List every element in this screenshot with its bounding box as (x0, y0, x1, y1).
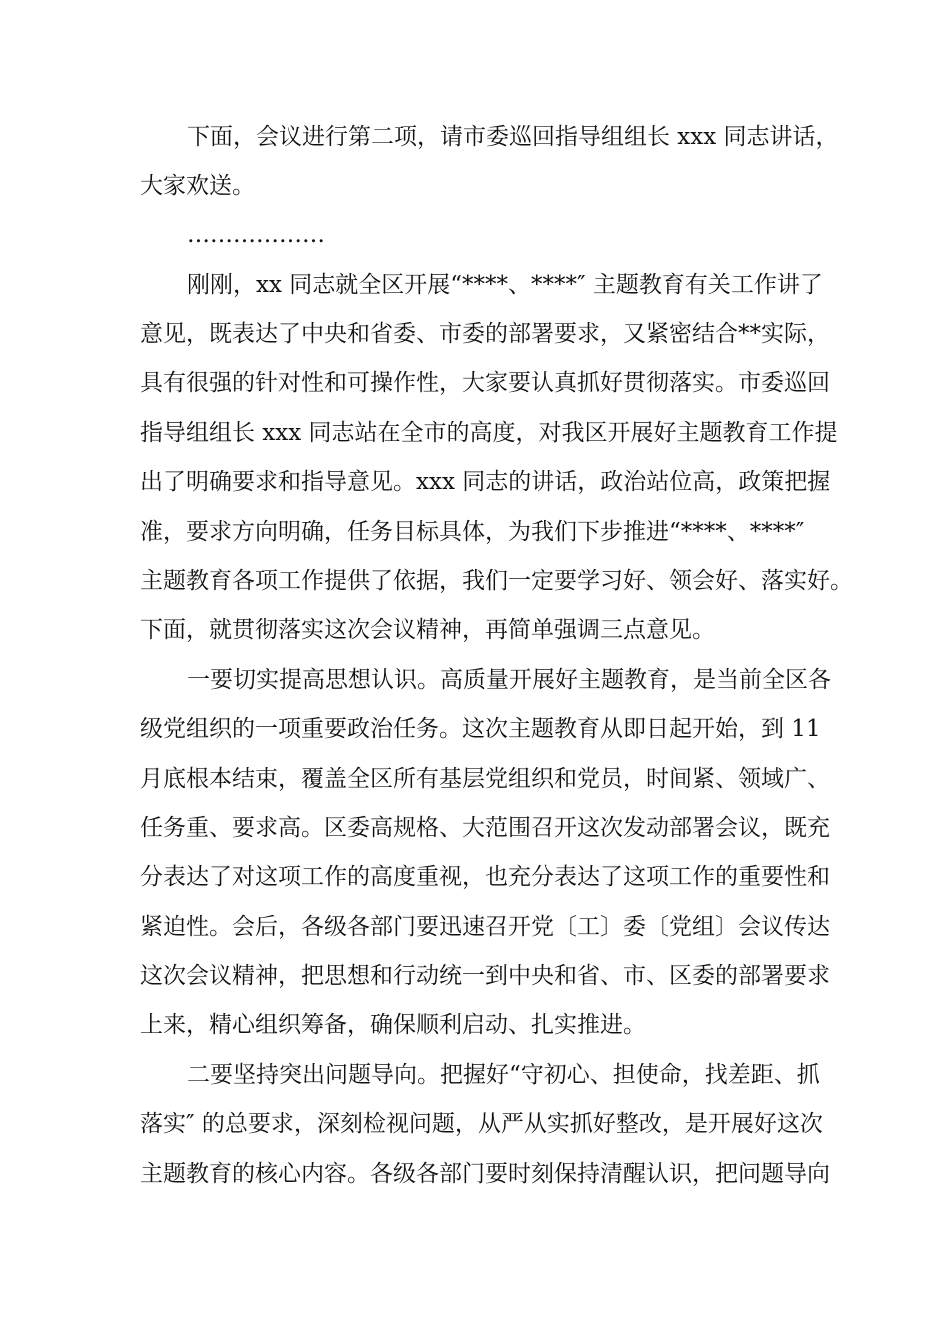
paragraph-line: 分表达了对这项工作的高度重视，也充分表达了这项工作的重要性和 (140, 864, 830, 890)
paragraph-line: 这次会议精神，把思想和行动统一到中央和省、市、区委的部署要求 (140, 963, 830, 989)
paragraph-line: 落实″ 的总要求，深刻检视问题，从严从实抓好整改，是开展好这次 (140, 1111, 823, 1137)
paragraph-line: 月底根本结束，覆盖全区所有基层党组织和党员，时间紧、领域广、 (140, 766, 830, 792)
paragraph-line: 大家欢送。 (140, 173, 255, 199)
paragraph-line: 一要切实提高思想认识。高质量开展好主题教育，是当前全区各 (187, 667, 831, 693)
paragraph-line: 刚刚，xx 同志就全区开展“****、****″ 主题教育有关工作讲了 (187, 272, 823, 298)
paragraph-line: 上来，精心组织筹备，确保顺利启动、扎实推进。 (140, 1012, 646, 1038)
paragraph-line: 主题教育的核心内容。各级各部门要时刻保持清醒认识，把问题导向 (140, 1161, 830, 1187)
paragraph-line: 主题教育各项工作提供了依据，我们一定要学习好、领会好、落实好。 (140, 568, 853, 594)
paragraph-line: 下面，会议进行第二项，请市委巡回指导组组长 xxx 同志讲话， (187, 124, 839, 150)
paragraph-line: 级党组织的一项重要政治任务。这次主题教育从即日起开始，到 11 (140, 716, 821, 742)
paragraph-line: 二要坚持突出问题导向。把握好“守初心、担使命，找差距、抓 (187, 1062, 820, 1088)
paragraph-line: 出了明确要求和指导意见。xxx 同志的讲话，政治站位高，政策把握 (140, 469, 831, 495)
paragraph-line: 下面，就贯彻落实这次会议精神，再简单强调三点意见。 (140, 617, 715, 643)
paragraph-line: 具有很强的针对性和可操作性，大家要认真抓好贯彻落实。市委巡回 (140, 370, 830, 396)
ellipsis-separator: ……………… (187, 222, 325, 248)
paragraph-line: 指导组组长 xxx 同志站在全市的高度，对我区开展好主题教育工作提 (140, 420, 838, 446)
paragraph-line: 准，要求方向明确，任务目标具体，为我们下步推进“****、****″ (140, 519, 805, 545)
paragraph-line: 任务重、要求高。区委高规格、大范围召开这次发动部署会议，既充 (140, 815, 830, 841)
paragraph-line: 紧迫性。会后，各级各部门要迅速召开党〔工〕委〔党组〕会议传达 (140, 914, 830, 940)
paragraph-line: 意见，既表达了中央和省委、市委的部署要求，又紧密结合**实际， (140, 321, 830, 347)
